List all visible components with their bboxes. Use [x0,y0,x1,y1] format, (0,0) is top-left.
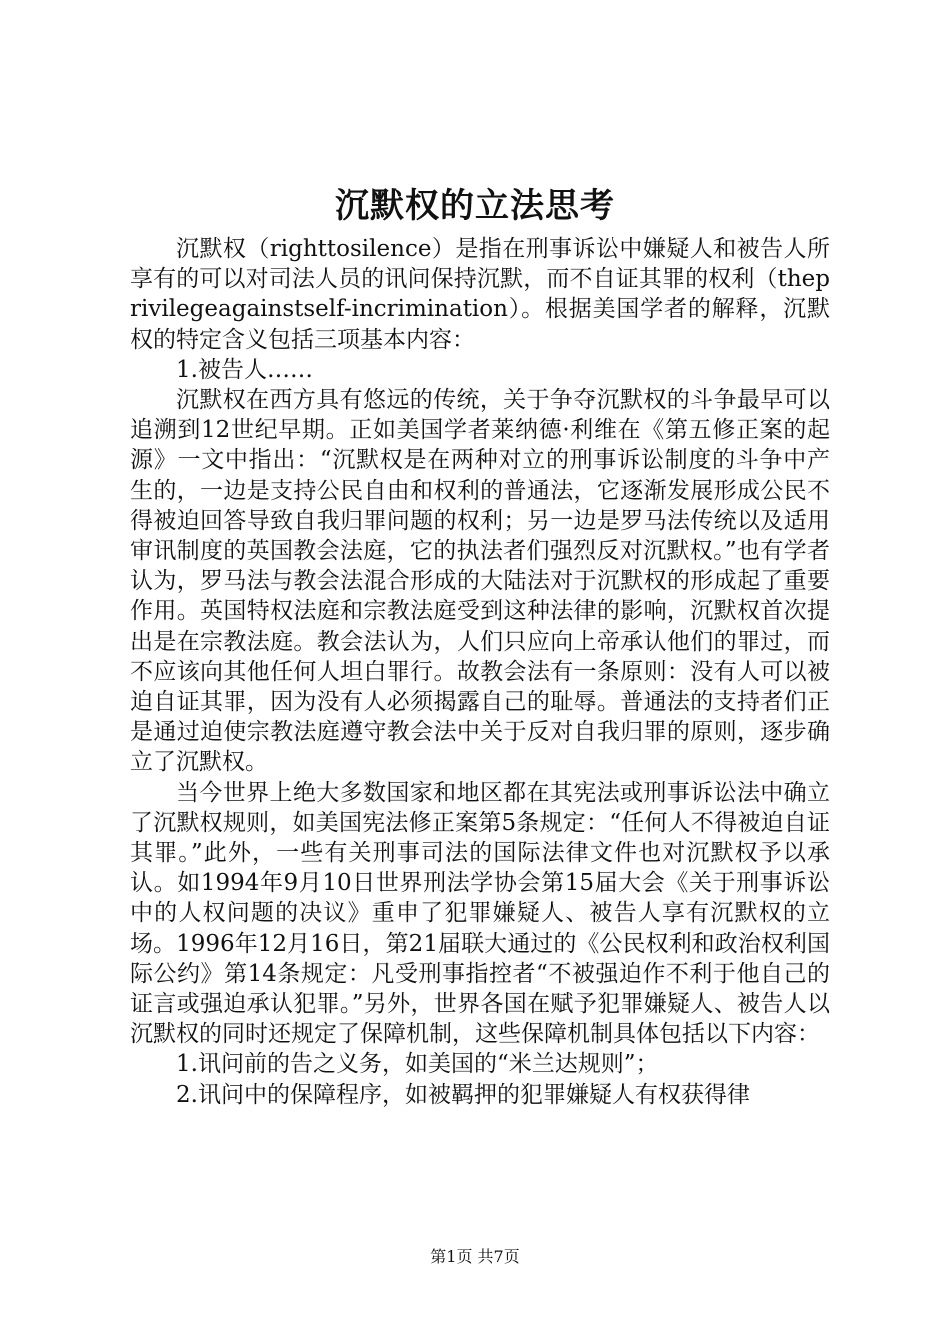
page-number-footer: 第1页 共7页 [430,1247,520,1266]
document-title: 沉默权的立法思考 [335,186,615,226]
paragraph-history: 沉默权在西方具有悠远的传统，关于争夺沉默权的斗争最早可以追溯到12世纪早期。正如美国学者莱纳德·利维在《第五修正案的起源》一文中指出：“沉默权是在两种对立的刑事诉讼制度的斗争中产生的，一边是支持公民自由和权利的普通法，它逐渐发展形成公民不得被迫回答导致自我归罪问题的权利；另一边是罗马法传统以及适用审讯制度的英国教会法庭，它的执法者们强烈反对沉默权。”也有学者认为，罗马法与教会法混合形成的大陆法对于沉默权的形成起了重要作用。英国特权法庭和宗教法庭受到这种法律的影响，沉默权首次提出是在宗教法庭。教会法认为，人们只应向上帝承认他们的罪过，而不应该向其他任何人坦白罪行。故教会法有一条原则：没有人可以被迫自证其罪，因为没有人必须揭露自己的耻辱。普通法的支持者们正是通过迫使宗教法庭遵守教会法中关于反对自我归罪的原则，逐步确立了沉默权。 [130,387,830,776]
paragraph-list-item-1: 1.被告人…… [176,356,313,383]
paragraph-legislation: 当今世界上绝大多数国家和地区都在其宪法或刑事诉讼法中确立了沉默权规则，如美国宪法修正案第5条规定：“任何人不得被迫自证其罪。”此外，一些有关刑事司法的国际法律文件也对沉默权予以承认。如1994年9月10日世界刑法学协会第15届大会《关于刑事诉讼中的人权问题的决议》重申了犯罪嫌疑人、被告人享有沉默权的立场。1996年12月16日，第21届联大通过的《公民权利和政治权利国际公约》第14条规定：凡受刑事指控者“不被强迫作不利于他自己的证言或强迫承认犯罪。”另外，世界各国在赋予犯罪嫌疑人、被告人以沉默权的同时还规定了保障机制，这些保障机制具体包括以下内容： [130,779,830,1048]
paragraph-definition: 沉默权（righttosilence）是指在刑事诉讼中嫌疑人和被告人所享有的可以对司法人员的讯问保持沉默，而不自证其罪的权利（theprivilegeagainstself-incrimination）。根据美国学者的解释，沉默权的特定含义包括三项基本内容： [130,236,830,353]
document-body [130,234,830,1110]
paragraph-safeguard-1: 1.讯问前的告之义务，如美国的“米兰达规则”； [176,1051,659,1078]
paragraph-safeguard-2: 2.讯问中的保障程序，如被羁押的犯罪嫌疑人有权获得律 [176,1081,750,1108]
